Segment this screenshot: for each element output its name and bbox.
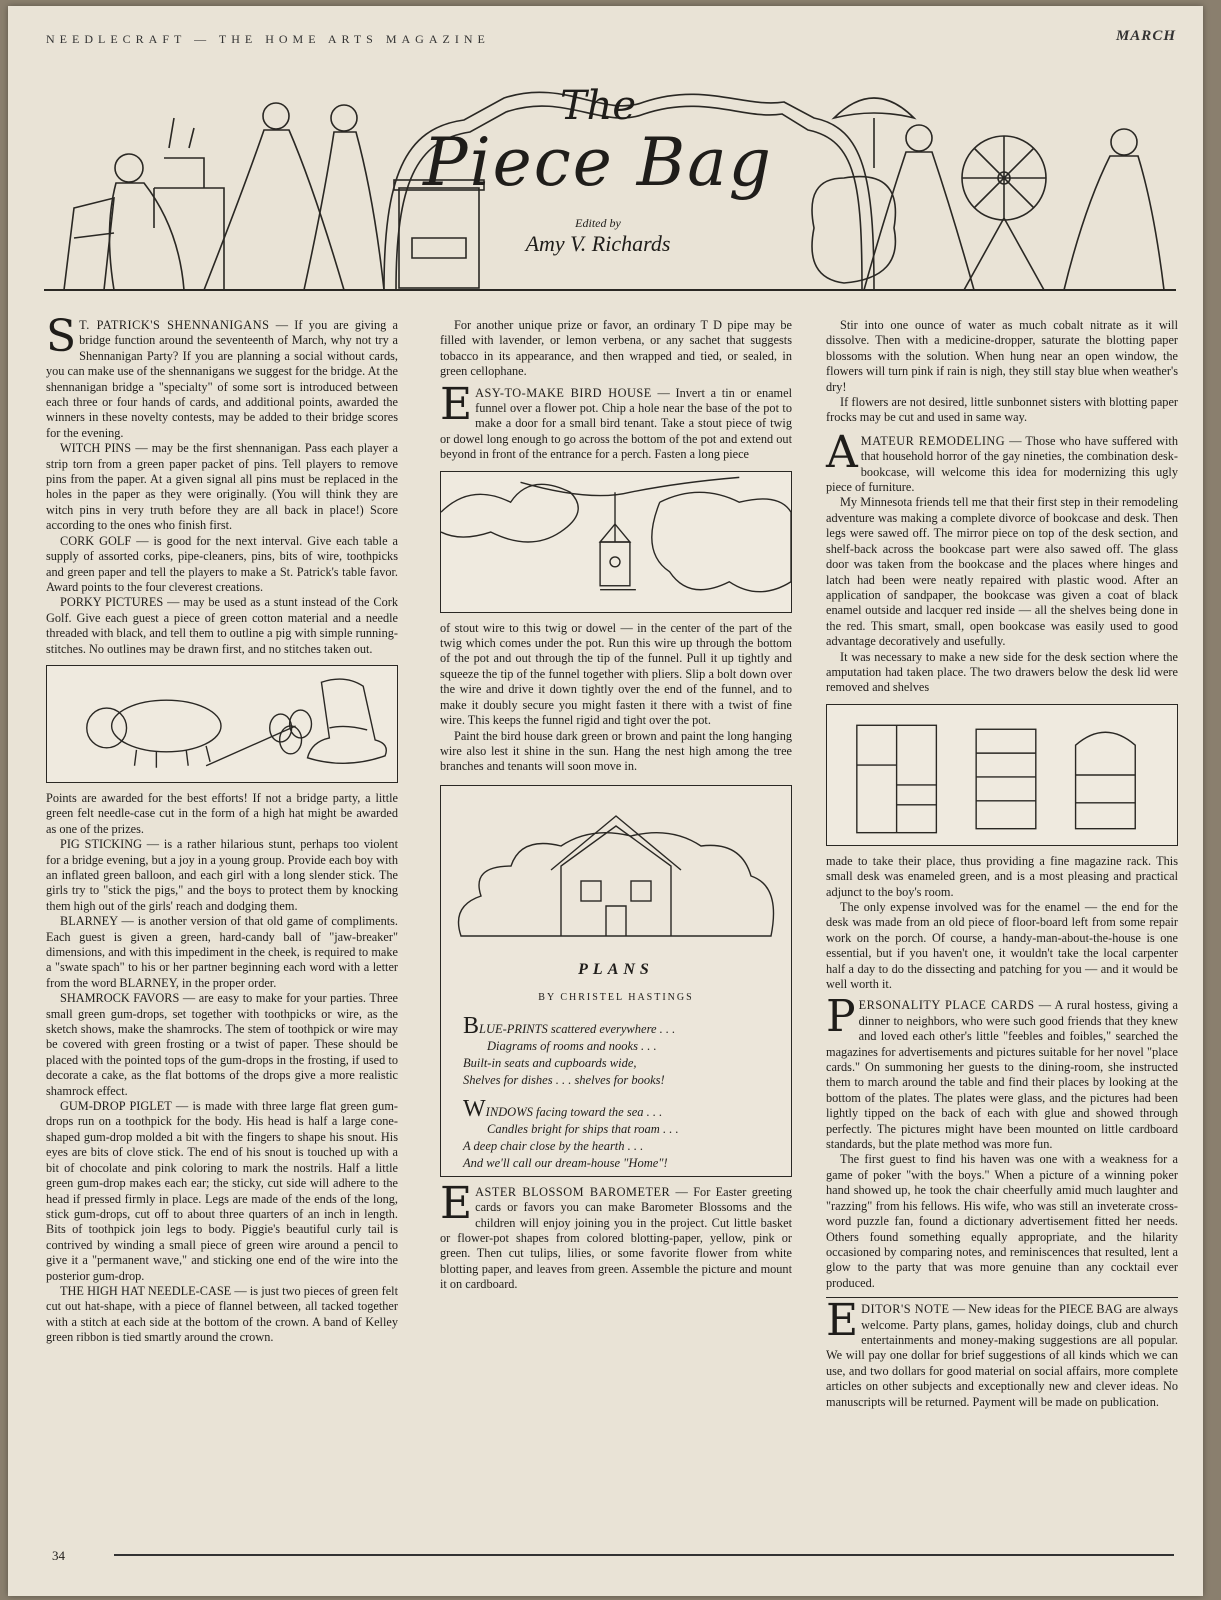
running-head: [46, 28, 1176, 52]
poem-line: Diagrams of rooms and nooks . . .: [487, 1038, 657, 1053]
paragraph-blarney: BLARNEY — is another version of that old game of compliments. Each guest is given a green, hard-candy ball of "jaw-breaker" dimensions, and with this impediment in the cheek, is required to make a "swate spach" to his or her partner beginning each word with a letter from the word BLARNEY, in the proper order.: [46, 914, 398, 990]
article-bird-house: [440, 378, 792, 463]
drop-cap: A: [826, 426, 858, 478]
drop-cap: P: [826, 991, 856, 1043]
title-block: [388, 84, 808, 257]
poem-body: [463, 1012, 783, 1184]
editor-name: Amy V. Richards: [525, 231, 671, 256]
paragraph-new-side: It was necessary to make a new side for the desk section where the amputation had taken place. The two drawers below the desk lid were removed and shelves: [826, 649, 1178, 695]
editors-note: [826, 1297, 1178, 1410]
poem-box: [440, 785, 792, 1177]
paragraph-points: Points are awarded for the best efforts! If not a bridge party, a little green felt needle-case cut in the form of a high hat might be awarded as one of the prizes.: [46, 790, 398, 836]
paragraph-expense: The only expense involved was for the enamel — the end for the desk was made from an old piece of floor-board left from some repair work on the porch. Of course, a handy-man-about-the-house is one essential, but if you haven't one, it wouldn't take the local carpenter half a day to do the dissecting and patching for you — and it would be well worth it.: [826, 899, 1178, 991]
section-heading: ASTER BLOSSOM BAROMETER: [475, 1184, 671, 1199]
poem-line: A deep chair close by the hearth . . .: [463, 1138, 644, 1153]
paragraph-text: — If you are giving a bridge function around the seventeenth of March, why not try a Shennanigan Party? If you are planning a social without cards, you can make use of the shennanigans we suggest for the bridge. At the shennanigan bridge a "specialty" of some sort is introduced between each three or four hands of cards, and additional points, awarded the winners in these novelty contests, may be added to their bridge scores for the evening.: [46, 318, 398, 440]
article-easter-barometer: [440, 1177, 792, 1293]
article-remodeling: [826, 426, 1178, 496]
article-st-patricks: [46, 311, 398, 441]
paragraph-sunbonnet: If flowers are not desired, little sunbonnet sisters with blotting paper frocks may be cut and used in same way.: [826, 395, 1178, 425]
paragraph-witch-pins: WITCH PINS — may be the first shennanigan. Pass each player a strip torn from a green paper packet of pins. Tell players to remove pins from the paper. At a given signal all pins must be replaced in the holes in the paper as they were originally. (You will think they are witch pins in very truth before they are all back in place!) Score according to the ones who finish first.: [46, 441, 398, 533]
column-1: [46, 311, 398, 1346]
paragraph-high-hat: THE HIGH HAT NEEDLE-CASE — is just two pieces of green felt cut out hat-shape, with a piece of flannel between, all tacked together with a stitch at each side at the bottom of the crown. A band of Kelley green ribbon is tied smartly around the crown.: [46, 1283, 398, 1345]
paragraph-bird-house-cont: of stout wire to this twig or dowel — in the center of the part of the twig which comes under the pot. Run this wire up through the bottom of the pot and out through the tip of the funnel. Pull it up tightly and squeeze the tip of the funnel together with pliers. Slip a bolt down over the wire and drive it down tightly over the end of the funnel, and to make it doubly secure you might fasten it there with a twist of fine wire. This keeps the funnel rigid and tight over the pot.: [440, 620, 792, 728]
paragraph-text: — Invert a tin or enamel funnel over a flower pot. Chip a hole near the base of the pot to make a door for a small bird tenant. Take a stout piece of twig or dowel long enough to go across the bottom of the pot and extend out beyond in front of the entrance for a perch. Fasten a long piece: [440, 385, 792, 462]
article-place-cards: [826, 991, 1178, 1152]
column-2: [440, 318, 792, 1293]
paragraph-text: — For Easter greeting cards or favors you can make Barometer Blossoms and the children will enjoy joining you in the project. Cut little basket or flower-pot shapes from colored blotting-paper, yellow, pink or green. Then cut tulips, lilies, or some favorite flower from white blotting paper, and leaves from green. Assemble the picture and mount it on cardboard.: [440, 1184, 792, 1292]
column-3: [826, 318, 1178, 1410]
poem-line: Built-in seats and cupboards wide,: [463, 1055, 637, 1070]
poem-line: And we'll call our dream-house "Home"!: [463, 1155, 668, 1170]
drop-cap: E: [826, 1295, 859, 1347]
section-heading: ERSONALITY PLACE CARDS: [858, 998, 1035, 1013]
paragraph-pipe-favor: For another unique prize or favor, an ordinary T D pipe may be filled with lavender, or lemon verbena, or any sachet that suggests tobacco in its appearance, and then wrapped and tied, or sealed, in green cellophane.: [440, 318, 792, 379]
paragraph-minnesota: My Minnesota friends tell me that their first step in their remodeling adventure was making a complete divorce of bookcase and desk. Then legs were sawed off. The mirror piece on top of the desk section, and shelf-back across the bookcase part were also sawed off. The glass door was taken from the bookcase and the places where hinges and latch had been were neatly repaired with plastic wood. After an application of sandpaper, the bookcase was given a coat of black enamel outside and lacquer red inside — all the shelves being done in the red. This smart, small, open bookcase was easily used to good advantage decoratively and usefully.: [826, 495, 1178, 649]
sketch-drawing: [827, 705, 1177, 845]
paragraph-text: — New ideas for the PIECE BAG are always welcome. Party plans, games, holiday doings, club and church entertainments and money-making suggestions are all popular. We will pay one dollar for brief suggestions of all kinds which we can use, and two dollars for good material on social affairs, more complete articles on other subjects and exceptionally new and clever ideas. No manuscripts will be returned. Payment will be made on publication.: [826, 1302, 1179, 1409]
sketch-drawing: [441, 472, 791, 612]
section-heading: ASY-TO-MAKE BIRD HOUSE: [475, 385, 652, 400]
poem-line: [463, 1012, 783, 1039]
edited-by-label: Edited by: [575, 216, 621, 230]
paragraph-text: — Those who have suffered with that household horror of the gay nineties, the combination desk-bookcase, will welcome this idea for modernizing this ugly piece of furniture.: [826, 433, 1178, 495]
paragraph-paint-bird-house: Paint the bird house dark green or brown and paint the long hanging wire also lest it shine in the sun. Hang the nest high among the tree branches and tenants will soon move in.: [440, 728, 792, 774]
paragraph-gum-drop-piglet: GUM-DROP PIGLET — is made with three large flat green gum-drops run on a toothpick for the body. His head is half a large cone-shaped gum-drop molded a bit with the fingers to shape his snout. His eyes are bits of clove stick. The end of his snout is touched up with a bit of chocolate and pink coloring to mark the nostrils. Half a little green gum-drop makes each ear; the sticky, cut side will adhere to the head if pressed firmly in place. Legs are made of the ends of the long, stick gum-drops, cut off to about three quarters of an inch in length. Bits of toothpick join legs to body. Piggie's beautiful curly tail is contrived by winding a small piece of green wire around a pencil to give it a "permanent wave," and sticking one end of the wire into the posterior gum-drop.: [46, 1099, 398, 1283]
poem-stanza: [463, 1095, 783, 1172]
page-title: Piece Bag: [423, 124, 773, 201]
section-heading: DITOR'S NOTE: [861, 1302, 950, 1317]
poem-cap: W: [463, 1095, 486, 1122]
issue-month: MARCH: [1115, 28, 1176, 44]
title-the: The: [559, 83, 637, 129]
drop-cap: S: [46, 311, 77, 362]
magazine-page: [8, 6, 1203, 1596]
paragraph-cobalt: Stir into one ounce of water as much cobalt nitrate as it will dissolve. Then with a medicine-dropper, saturate the blotting paper blossoms with the solution. When hung near an open window, the flowers will turn pink if rain is nigh, they still stay blue when weather's dry!: [826, 318, 1178, 394]
shamrock-pig-hat-illustration: [46, 665, 398, 783]
paragraph-magazine-rack: made to take their place, thus providing a fine magazine rack. This small desk was enameled green, and is a most pleasing and practical adjunct to the boy's room.: [826, 853, 1178, 899]
poem-text: LUE-PRINTS scattered everywhere . . .: [479, 1021, 676, 1036]
page-number: 34: [52, 1548, 65, 1563]
poem-cap: B: [463, 1012, 480, 1039]
dream-house-illustration: [441, 786, 793, 956]
page-footer: [44, 1546, 1174, 1576]
section-heading: MATEUR REMODELING: [860, 433, 1006, 448]
bird-house-illustration: [440, 471, 792, 613]
poem-line: [463, 1095, 783, 1122]
sketch-drawing: [47, 666, 397, 782]
poem-stanza: [463, 1012, 783, 1089]
poem-author: BY CHRISTEL HASTINGS: [538, 991, 694, 1003]
drop-cap: E: [440, 1177, 473, 1229]
poem-line: Shelves for dishes . . . shelves for books!: [463, 1072, 665, 1087]
paragraph-first-guest: The first guest to find his haven was one with a weakness for a game of poker "with the boys." When a picture of a winning poker hand showed up, he took the chair cheerfully amid much laughter and "razzing" from his fellows. His wife, who was still an inveterate cross-word puzzle fan, found a dictionary advertisement fitted her needs. Others found something equally appropriate, and the hilarity occasioned by comparing notes, and reminiscences that resulted, lent a glow to the party that was more genuine than any cocktail ever produced.: [826, 1152, 1178, 1290]
poem-text: INDOWS facing toward the sea . . .: [485, 1104, 663, 1119]
desk-bookcase-illustration: [826, 704, 1178, 846]
section-heading: T. PATRICK'S SHENNANIGANS: [79, 318, 270, 332]
magazine-name: NEEDLECRAFT — THE HOME ARTS MAGAZINE: [46, 32, 490, 46]
paragraph-porky-pictures: PORKY PICTURES — may be used as a stunt instead of the Cork Golf. Give each guest a piece of green cotton material and a needle threaded with black, and tell them to outline a pig with simple running-stitches. No outlines may be drawn first, and no stitches taken out.: [46, 595, 398, 656]
paragraph-text: — A rural hostess, giving a dinner to neighbors, who were such good friends that they knew and loved each other's little "feebles and foibles," searched the magazines for advertisements and pictures suitable for her novel "place cards." On summoning her guests to the dining-room, she instructed them to march around the table and find their places by looking at the bottom of the plates. The plates were glass, and the pictures had been lightly tipped on the back of each with glue and showed through perfectly. The pictures might have been mounted on little cardboard standards, but the plate method was more fun.: [826, 998, 1178, 1152]
paragraph-cork-golf: CORK GOLF — is good for the next interval. Give each table a supply of assorted corks, pipe-cleaners, pins, bits of wire, toothpicks and green paper and tell the players to make a St. Patrick's table favor. Award points to the four cleverest creations.: [46, 533, 398, 594]
drop-cap: E: [440, 378, 473, 430]
paragraph-shamrock-favors: SHAMROCK FAVORS — are easy to make for your parties. Three small green gum-drops, set together with toothpicks or wire, as the sketch shows, make the shamrocks. The stem of toothpick or wire may be covered with green frosting or a twist of paper. These should be placed with the pointed tops of the gum-drops in the frosting, if used to decorate a cake, as the flat bottoms of the drops give a more realistic shamrock effect.: [46, 991, 398, 1098]
poem-line: Candles bright for ships that roam . . .: [487, 1121, 679, 1136]
footer-rule: [114, 1554, 1174, 1556]
paragraph-pig-sticking: PIG STICKING — is a rather hilarious stunt, perhaps too violent for a bridge evening, but a joy in a young group. Provide each boy with an inflated green balloon, and each girl with a long slender stick. The girls try to "stick the pigs," and the boys to protect them by knocking them high out of the girls' reach and dodging them.: [46, 837, 398, 913]
poem-title: PLANS: [578, 960, 654, 978]
